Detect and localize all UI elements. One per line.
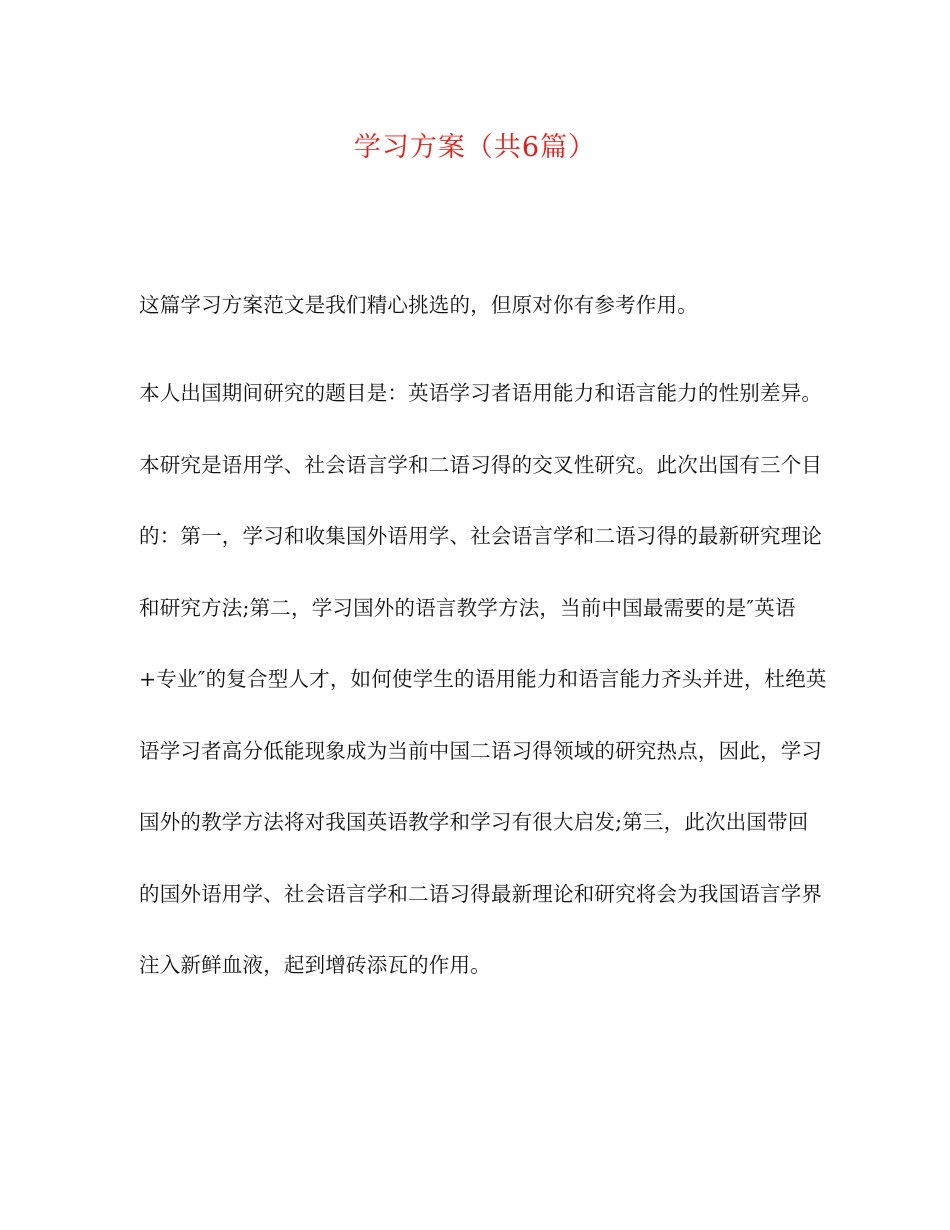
document-title: 学习方案（共6篇） — [353, 132, 597, 163]
intro-paragraph: 这篇学习方案范文是我们精心挑选的，但原对你有参考作用。 — [139, 293, 698, 317]
body-paragraph: 本人出国期间研究的题目是：英语学习者语用能力和语言能力的性别差异。本研究是语用学、社会语言学和二语习得的交叉性研究。此次出国有三个目的：第一，学习和收集国外语用学、社会语言学和二语习得的最新研究理论和研究方法;第二，学习国外的语言教学方法，当前中国最需要的是″英语+专业″的复合型人才，如何使学生的语用能力和语言能力齐头并进，杜绝英语学习者高分低能现象成为当前中国二语习得领域的研究热点，因此，学习国外的教学方法将对我国英语教学和学习有很大启发;第三，此次出国带回的国外语用学、社会语言学和二语习得最新理论和研究将会为我国语言学界注入新鲜血液，起到增砖添瓦的作用。 — [139, 381, 827, 977]
